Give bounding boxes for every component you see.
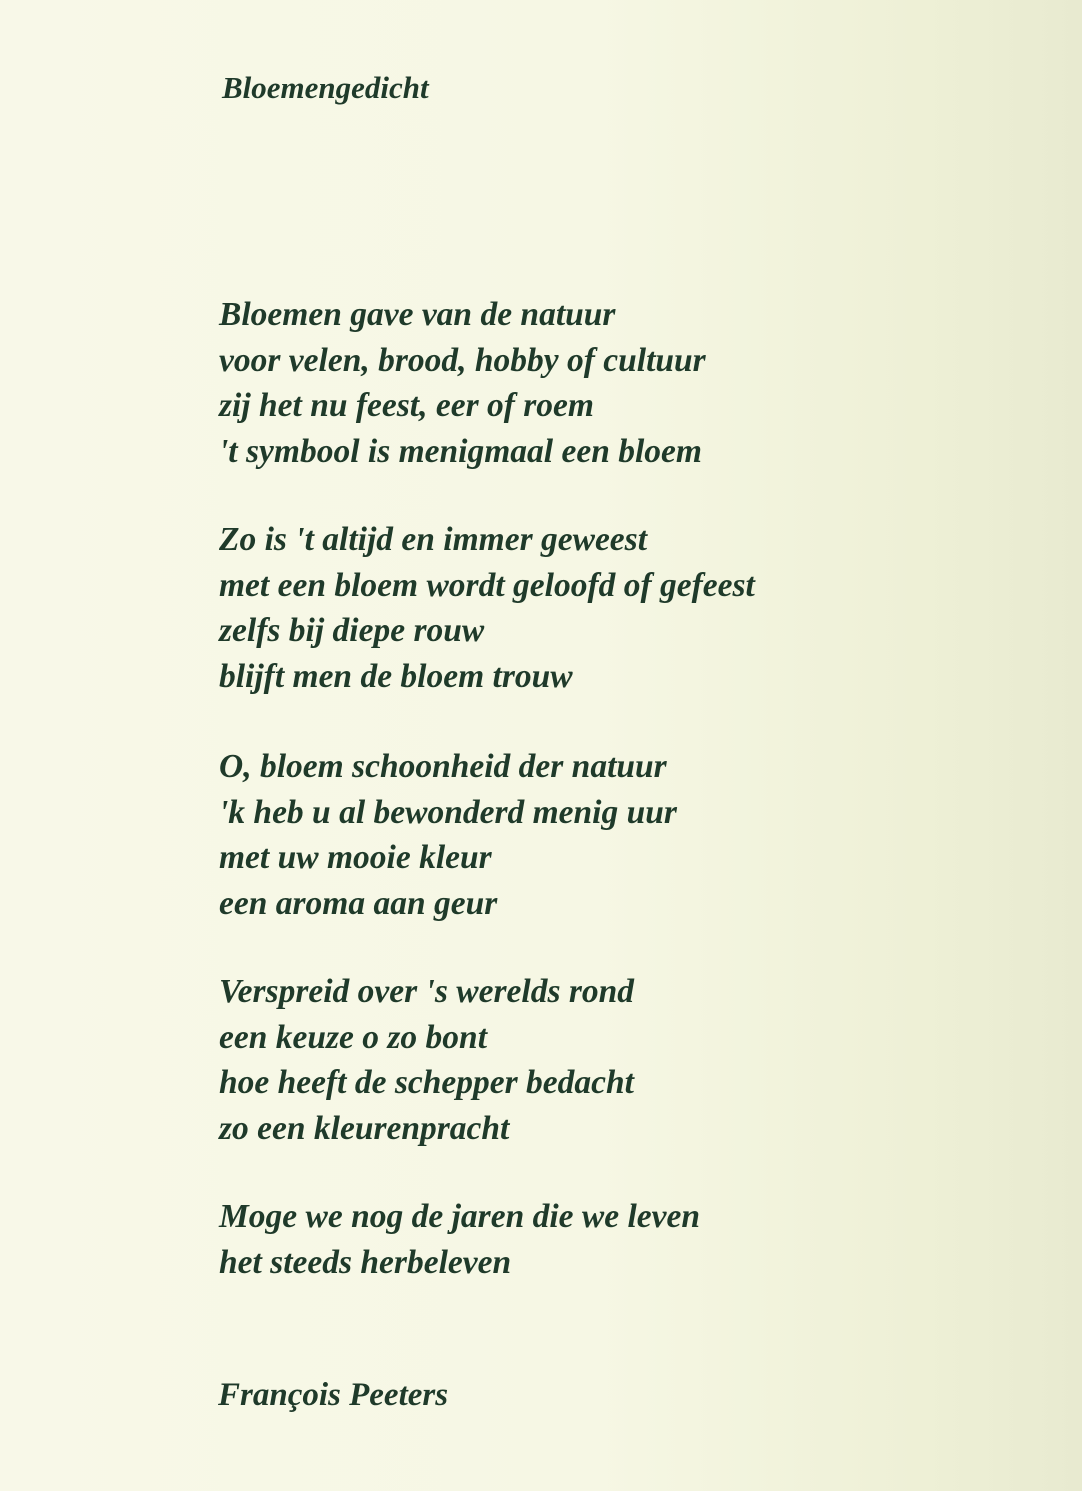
- poem-line: Bloemen gave van de natuur: [219, 296, 616, 333]
- poem-line: 'k heb u al bewonderd menig uur: [219, 793, 677, 831]
- stanza-1: [219, 292, 706, 474]
- poem-line: een keuze o zo bont: [219, 1018, 487, 1056]
- poem-line: hoe heeft de schepper bedacht: [219, 1064, 634, 1101]
- poem-author: François Peeters: [218, 1377, 449, 1413]
- poem-line: O, bloem schoonheid der natuur: [219, 748, 667, 785]
- poem-line: 't symbool is menigmaal een bloem: [219, 432, 702, 470]
- poem-line: met een bloem wordt geloofd of gefeest: [219, 566, 755, 604]
- stanza-4: [219, 969, 634, 1151]
- poem-line: zij het nu feest, eer of roem: [219, 387, 594, 424]
- poem-line: voor velen, brood, hobby of cultuur: [219, 341, 706, 379]
- poem-line: zo een kleurenpracht: [219, 1109, 510, 1147]
- poem-line: blijft men de bloem trouw: [219, 657, 573, 695]
- stanza-2: [219, 517, 755, 699]
- poem-title: Bloemengedicht: [222, 70, 429, 105]
- poem-line: het steeds herbeleven: [219, 1243, 512, 1281]
- poem-line: Zo is 't altijd en immer geweest: [219, 521, 648, 558]
- poem-line: met uw mooie kleur: [219, 839, 492, 876]
- stanza-3: [219, 744, 677, 926]
- poem-line: zelfs bij diepe rouw: [219, 612, 485, 649]
- stanza-5: [219, 1194, 700, 1285]
- poem-line: Verspreid over 's werelds rond: [219, 973, 635, 1010]
- poem-line: Moge we nog de jaren die we leven: [219, 1198, 701, 1235]
- poem-line: een aroma aan geur: [219, 884, 498, 922]
